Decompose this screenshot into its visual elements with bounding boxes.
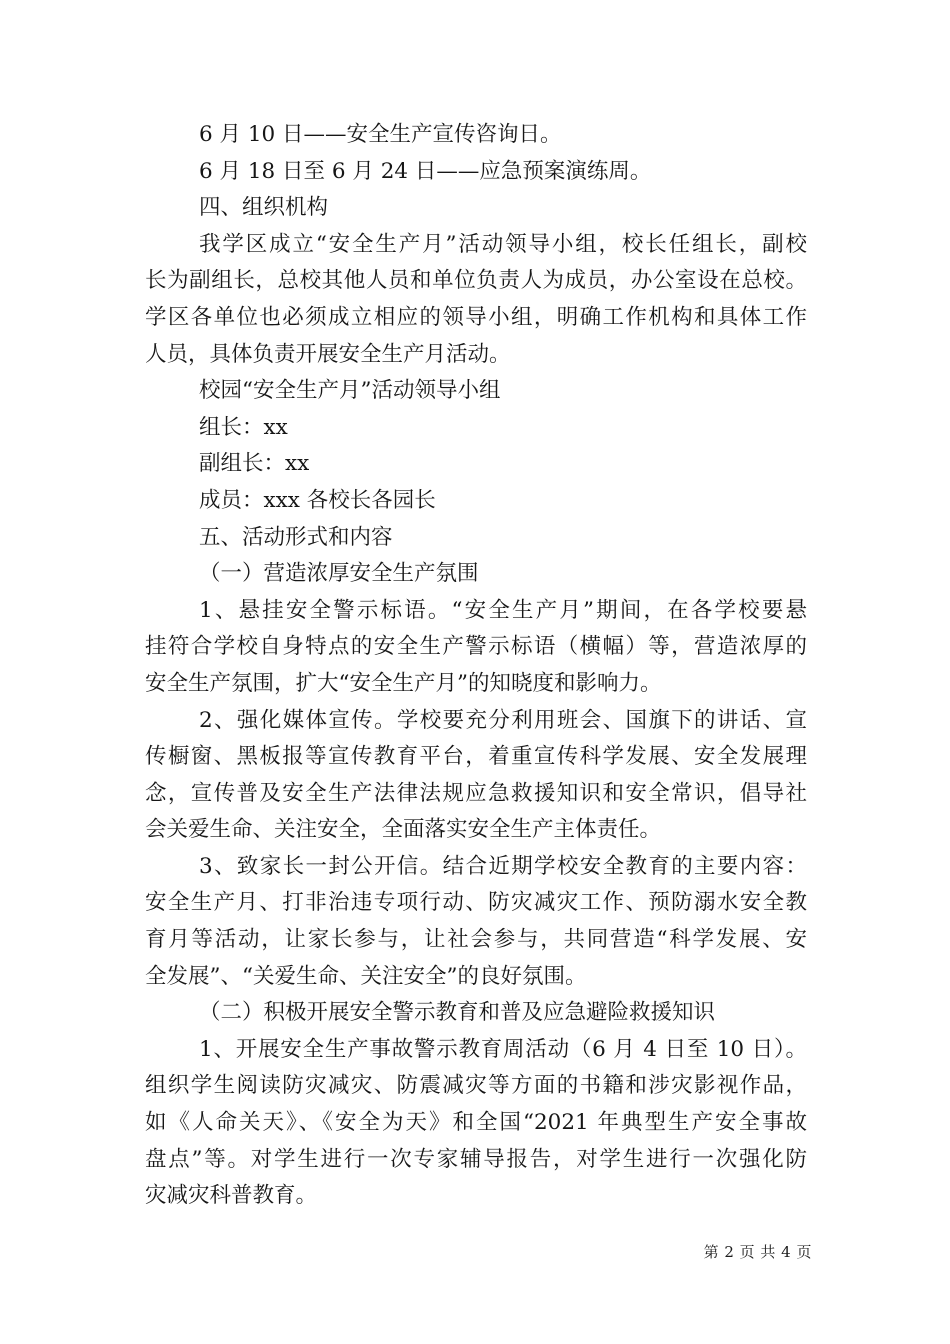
text-line: 3、致家长一封公开信。结合近期学校安全教育的主要内容： — [199, 853, 807, 879]
text-line: 灾减灾科普教育。 — [145, 1183, 318, 1209]
text-line: 人员，具体负责开展安全生产月活动。 — [145, 341, 511, 367]
text-line: 五、活动形式和内容 — [199, 524, 393, 550]
text-line: 我学区成立“安全生产月”活动领导小组，校长任组长，副校 — [199, 231, 807, 257]
text-line: 安全生产月、打非治违专项行动、防灾减灾工作、预防溺水安全教 — [145, 890, 807, 916]
text-line: 1、悬挂安全警示标语。“安全生产月”期间，在各学校要悬 — [199, 597, 807, 623]
text-line: 育月等活动，让家长参与，让社会参与，共同营造“科学发展、安 — [145, 927, 807, 953]
text-line: 学区各单位也必须成立相应的领导小组，明确工作机构和具体工作 — [145, 304, 807, 330]
document-body — [145, 117, 807, 1215]
text-line: 全发展”、“关爱生命、关注安全”的良好氛围。 — [145, 963, 587, 989]
text-line: （二）积极开展安全警示教育和普及应急避险救援知识 — [199, 1000, 716, 1026]
text-line: （一）营造浓厚安全生产氛围 — [199, 561, 479, 587]
text-line: 6 月 18 日至 6 月 24 日——应急预案演练周。 — [199, 158, 652, 184]
text-line: 2、强化媒体宣传。学校要充分利用班会、国旗下的讲话、宣 — [199, 707, 807, 733]
text-line: 如《人命关天》、《安全为天》和全国“2021 年典型生产安全事故 — [145, 1110, 807, 1136]
text-line: 组织学生阅读防灾减灾、防震减灾等方面的书籍和涉灾影视作品， — [145, 1073, 807, 1099]
text-line: 1、开展安全生产事故警示教育周活动（6 月 4 日至 10 日）。 — [199, 1036, 807, 1062]
text-line: 四、组织机构 — [199, 195, 329, 221]
text-line: 安全生产氛围，扩大“安全生产月”的知晓度和影响力。 — [145, 670, 662, 696]
page-footer — [145, 1243, 812, 1262]
text-line: 校园“安全生产月”活动领导小组 — [199, 378, 501, 404]
text-line: 会关爱生命、关注安全，全面落实安全生产主体责任。 — [145, 817, 662, 843]
text-line: 挂符合学校自身特点的安全生产警示标语（横幅）等，营造浓厚的 — [145, 634, 807, 660]
text-line: 长为副组长，总校其他人员和单位负责人为成员，办公室设在总校。 — [145, 268, 807, 294]
text-line: 传橱窗、黑板报等宣传教育平台，着重宣传科学发展、安全发展理 — [145, 744, 807, 770]
text-line: 组长：xx — [199, 414, 288, 440]
text-line: 盘点”等。对学生进行一次专家辅导报告，对学生进行一次强化防 — [145, 1146, 807, 1172]
text-line: 6 月 10 日——安全生产宣传咨询日。 — [199, 122, 562, 147]
text-line: 成员：xxx 各校长各园长 — [199, 487, 436, 513]
text-line: 副组长：xx — [199, 451, 310, 477]
page-number-label: 第 2 页 共 4 页 — [703, 1243, 812, 1261]
text-line: 念，宣传普及安全生产法律法规应急救援知识和安全常识，倡导社 — [145, 780, 807, 806]
